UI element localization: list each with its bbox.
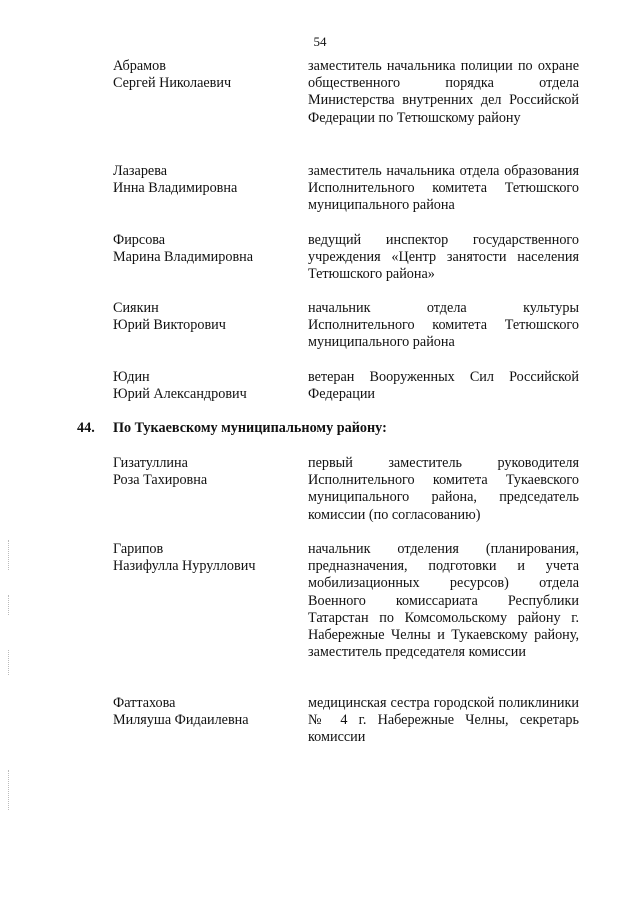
member-surname: Фаттахова [113,695,176,711]
member-surname: Гарипов [113,541,164,557]
member-name [113,58,288,92]
scan-artifact [8,540,10,570]
member-position: ветеран Вооруженных Сил Российской Федерации [308,369,579,403]
member-given-name: Миляуша Фидаилевна [113,712,249,729]
member-name [113,369,288,403]
member-name [113,695,288,729]
member-given-name: Роза Тахировна [113,472,208,489]
member-given-name: Юрий Викторович [113,317,226,334]
member-position: первый заместитель руководителя Исполнительного комитета Тукаевского муниципального района, председатель комиссии (по согласованию) [308,455,579,523]
member-given-name: Сергей Николаевич [113,75,232,92]
member-surname: Абрамов [113,58,166,74]
page-number: 54 [313,34,327,49]
member-position: заместитель начальника отдела образования Исполнительного комитета Тетюшского муниципального района [308,163,579,214]
member-surname: Фирсова [113,232,166,248]
member-position: ведущий инспектор государственного учреждения «Центр занятости населения Тетюшского района» [308,232,579,283]
section-number: 44. [77,420,95,436]
section-heading [77,420,387,437]
member-position: начальник отделения (планирования, предназначения, подготовки и учета мобилизационных ресурсов) отдела Военного комиссариата Республики Татарстан по Комсомольскому району г. Набережные Челны и Тукаевскому району, заместитель председателя комиссии [308,541,579,661]
member-name [113,455,288,489]
scan-artifact [8,770,10,810]
member-position: начальник отдела культуры Исполнительного комитета Тетюшского муниципального района [308,300,579,351]
member-position: заместитель начальника полиции по охране общественного порядка отдела Министерства внутренних дел Российской Федерации по Тетюшскому району [308,58,579,126]
member-given-name: Марина Владимировна [113,249,254,266]
member-given-name: Инна Владимировна [113,180,238,197]
member-name [113,232,288,266]
member-name [113,541,288,575]
member-surname: Сиякин [113,300,159,316]
scan-artifact [8,595,10,615]
section-title: По Тукаевскому муниципальному району: [113,420,387,436]
member-position: медицинская сестра городской поликлиники № 4 г. Набережные Челны, секретарь комиссии [308,695,579,746]
member-given-name: Назифулла Нуруллович [113,558,256,575]
member-name [113,300,288,334]
member-surname: Лазарева [113,163,168,179]
member-given-name: Юрий Александрович [113,386,247,403]
scan-artifact [8,650,10,675]
member-surname: Гизатуллина [113,455,188,471]
member-name [113,163,288,197]
member-surname: Юдин [113,369,150,385]
